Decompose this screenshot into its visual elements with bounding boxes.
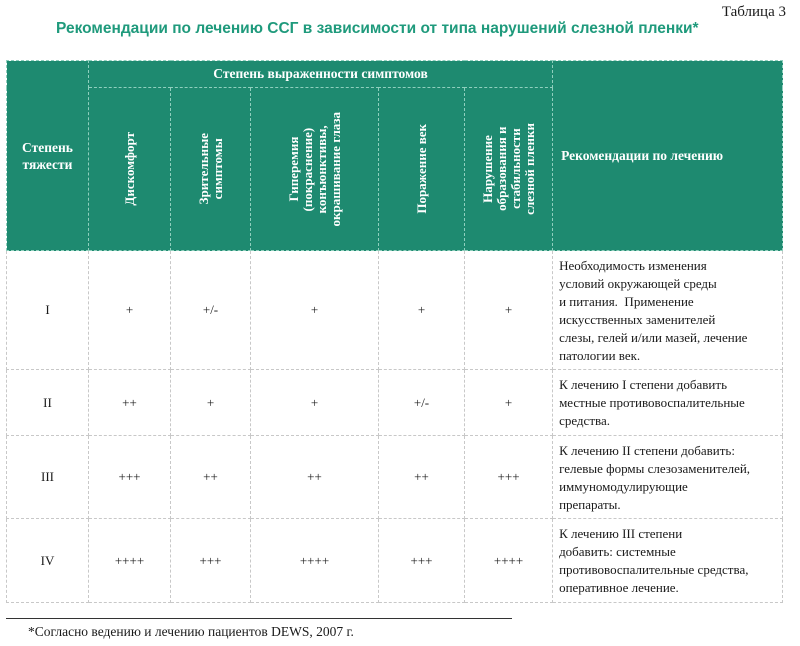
- symptom-header-discomfort: [89, 88, 171, 251]
- value-cell: ++: [379, 436, 465, 519]
- value-cell: +: [465, 370, 553, 436]
- symptom-header-line: (покраснение): [299, 127, 315, 211]
- symptom-header-text: [481, 123, 537, 215]
- symptom-header-eyelid: [379, 88, 465, 251]
- value-cell: +: [251, 251, 379, 370]
- value-cell: +: [171, 370, 251, 436]
- symptom-header-text: [197, 133, 225, 204]
- value-cell: ++: [89, 370, 171, 436]
- recommendation-line: гелевые формы слезозаменителей,: [559, 461, 751, 476]
- symptom-header-text: [123, 132, 137, 206]
- recommendation-line: и питания. Применение: [559, 294, 694, 309]
- value-cell: +++: [89, 436, 171, 519]
- table-number-label: Таблица 3: [721, 4, 786, 20]
- symptom-header-line: Гиперемия: [285, 136, 301, 202]
- value-cell: +/-: [171, 251, 251, 370]
- recommendation-line: иммуномодулирующие: [559, 479, 688, 494]
- recommendation-line: искусственных заменителей: [559, 312, 716, 327]
- value-cell: ++++: [251, 519, 379, 603]
- table-row: [7, 519, 783, 603]
- recommendations-header: Рекомендации по лечению: [553, 61, 783, 251]
- value-cell: +: [251, 370, 379, 436]
- recommendation-line: Необходимость изменения: [559, 258, 707, 273]
- value-cell: ++++: [465, 519, 553, 603]
- table-caption: Рекомендации по лечению ССГ в зависимости от типа нарушений слезной пленки*: [56, 20, 699, 37]
- grade-cell: III: [7, 436, 89, 519]
- symptom-header-visual: [171, 88, 251, 251]
- value-cell: ++: [251, 436, 379, 519]
- value-cell: +: [465, 251, 553, 370]
- recommendation-line: оперативное лечение.: [559, 580, 679, 595]
- severity-header-line-2: тяжести: [22, 156, 73, 172]
- recommendation-line: К лечению III степени: [559, 526, 683, 541]
- symptom-header-text: [287, 112, 343, 226]
- table-row: [7, 251, 783, 370]
- symptoms-group-header: Степень выраженности симптомов: [89, 61, 553, 88]
- symptom-header-line: слезной пленки: [521, 123, 537, 215]
- symptom-header-line: Нарушение: [479, 135, 495, 203]
- recommendation-line: К лечению II степени добавить:: [559, 443, 735, 458]
- value-cell: +++: [465, 436, 553, 519]
- recommendation-cell: [553, 251, 783, 370]
- grade-cell: IV: [7, 519, 89, 603]
- value-cell: ++++: [89, 519, 171, 603]
- symptom-header-line: окрашивание глаза: [327, 111, 343, 227]
- recommendation-line: средства.: [559, 413, 610, 428]
- severity-header: [7, 61, 89, 251]
- recommendations-table: [6, 60, 783, 603]
- recommendation-cell: [553, 436, 783, 519]
- recommendation-line: противовоспалительные средства,: [559, 562, 749, 577]
- recommendation-line: местные противовоспалительные: [559, 395, 745, 410]
- recommendation-cell: [553, 370, 783, 436]
- value-cell: +/-: [379, 370, 465, 436]
- value-cell: ++: [171, 436, 251, 519]
- table-row: [7, 370, 783, 436]
- symptom-header-text: [415, 124, 429, 214]
- symptom-header-line: стабильности: [507, 128, 523, 210]
- table-row: [7, 436, 783, 519]
- symptom-header-line: Поражение век: [413, 124, 429, 214]
- grade-cell: II: [7, 370, 89, 436]
- value-cell: +++: [171, 519, 251, 603]
- grade-cell: I: [7, 251, 89, 370]
- symptom-header-line: Зрительные: [195, 133, 211, 205]
- recommendation-line: условий окружающей среды: [559, 276, 717, 291]
- value-cell: +: [89, 251, 171, 370]
- recommendation-cell: [553, 519, 783, 603]
- symptom-header-hyperemia: [251, 88, 379, 251]
- recommendation-line: К лечению I степени добавить: [559, 377, 727, 392]
- value-cell: +: [379, 251, 465, 370]
- symptom-header-line: симптомы: [209, 138, 225, 200]
- symptom-header-line: образования и: [493, 126, 509, 212]
- value-cell: +++: [379, 519, 465, 603]
- symptom-header-line: Дискомфорт: [121, 132, 137, 206]
- recommendation-line: слезы, гелей и/или мазей, лечение: [559, 330, 748, 345]
- symptom-header-line: конъюнктивы,: [313, 124, 329, 214]
- symptom-header-tearfilm: [465, 88, 553, 251]
- recommendation-line: препараты.: [559, 497, 621, 512]
- recommendation-line: патологии век.: [559, 348, 641, 363]
- footnote-divider: [6, 618, 512, 619]
- recommendation-line: добавить: системные: [559, 544, 676, 559]
- footnote: *Согласно ведению и лечению пациентов DEWS, 2007 г.: [28, 624, 354, 639]
- severity-header-line-1: Степень: [22, 139, 73, 155]
